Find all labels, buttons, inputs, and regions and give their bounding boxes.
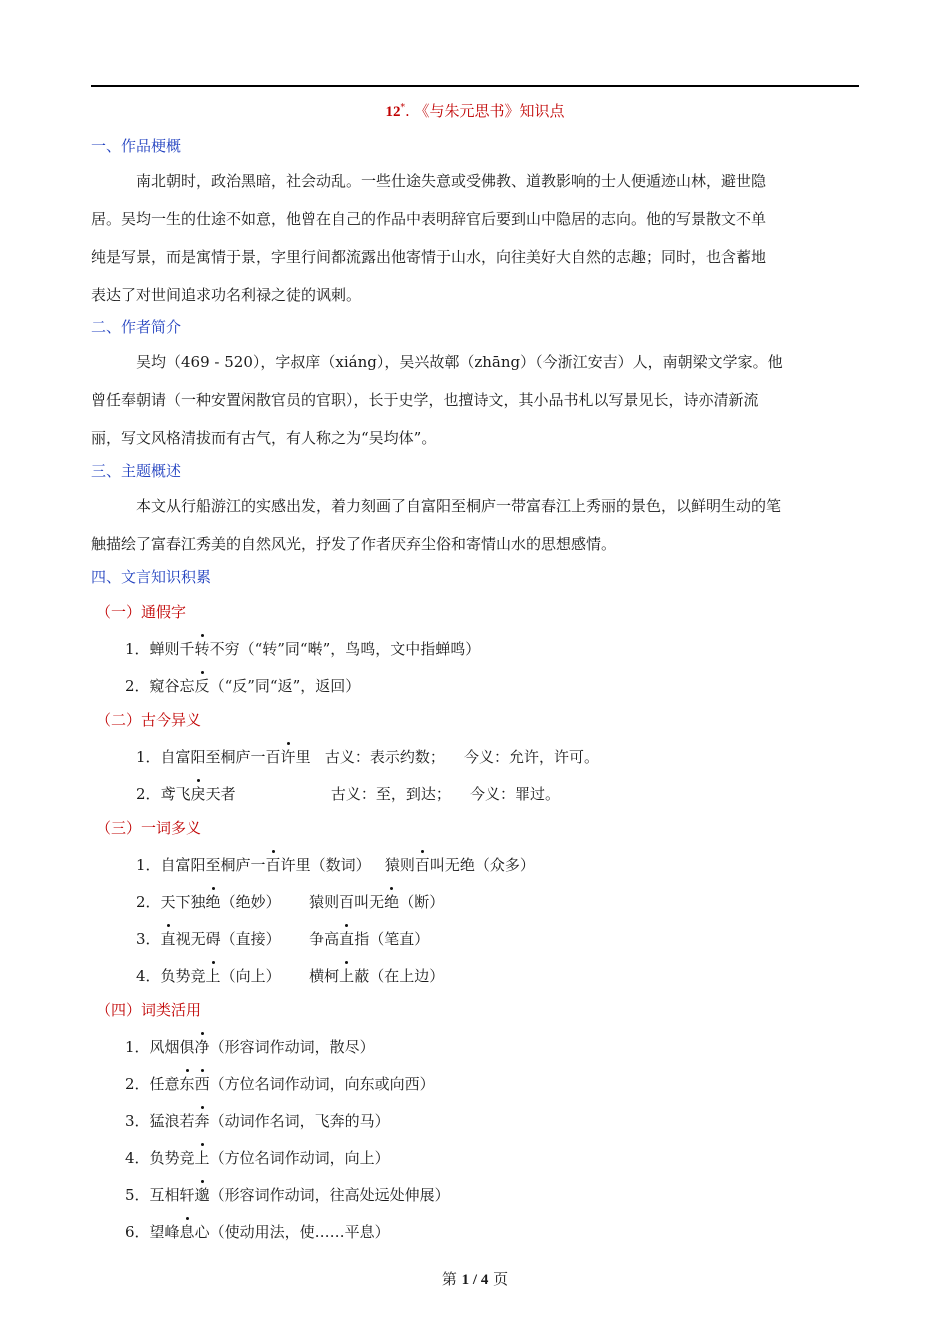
list-item: 4．负势竞上（方位名词作动词，向上） [125, 1149, 390, 1167]
list-item: 2．窥谷忘反（“反”同“返”，返回） [125, 677, 361, 695]
paragraph-line: 丽，写文风格清拔而有古气，有人称之为“吴均体”。 [91, 429, 437, 447]
emphasis-char: 绝 [384, 893, 400, 911]
title-asterisk: * [400, 103, 405, 113]
section-4-heading: 四、文言知识积累 [91, 568, 212, 586]
list-item: 3．直视无碍（直接） 争高直指（笔直） [136, 930, 430, 948]
subsection-4-heading: （四）词类活用 [96, 1001, 202, 1019]
list-item: 6．望峰息心（使动用法，使……平息） [125, 1223, 390, 1241]
emphasis-char: 上 [194, 1149, 210, 1167]
header-rule [91, 85, 859, 87]
section-2-heading: 二、作者简介 [91, 318, 182, 336]
emphasis-char: 上 [339, 967, 355, 985]
title-number: 12 [385, 104, 401, 120]
section-2-paragraph [91, 343, 859, 457]
subsection-2-heading: （二）古今异义 [96, 711, 202, 729]
list-item: 5．互相轩邈（形容词作动词，往高处远处伸展） [125, 1186, 450, 1204]
section-1-paragraph [91, 162, 859, 314]
emphasis-char: 许 [280, 748, 296, 766]
section-3-paragraph [91, 487, 859, 563]
paragraph-line: 表达了对世间追求功名利禄之徒的讽刺。 [91, 286, 362, 304]
emphasis-char: 直 [339, 930, 355, 948]
list-item: 2．鸢飞戾天者 古义：至，到达； 今义：罪过。 [136, 785, 560, 803]
paragraph-line: 纯是写景，而是寓情于景，字里行间都流露出他寄情于山水，向往美好大自然的志趣；同时，也含蓄地 [91, 248, 767, 266]
paragraph-line: 本文从行船游江的实感出发，着力刻画了自富阳至桐庐一带富春江上秀丽的景色，以鲜明生动的笔 [136, 497, 782, 515]
list-item: 3．猛浪若奔（动词作名词，飞奔的马） [125, 1112, 390, 1130]
section-3-heading: 三、主题概述 [91, 462, 182, 480]
emphasis-char: 奔 [194, 1112, 210, 1130]
emphasis-char: 戾 [190, 785, 206, 803]
page-number: 1 [461, 1272, 470, 1288]
list-item: 1．自富阳至桐庐一百许里 古义：表示约数； 今义：允许，许可。 [136, 748, 599, 766]
list-item: 1．风烟俱净（形容词作动词，散尽） [125, 1038, 375, 1056]
title-text: . 《与朱元思书》知识点 [404, 102, 565, 120]
paragraph-line: 居。吴均一生的仕途不如意，他曾在自己的作品中表明辞官后要到山中隐居的志向。他的写景散文不单 [91, 210, 767, 228]
emphasis-char: 东 [179, 1075, 195, 1093]
emphasis-char: 反 [194, 677, 210, 695]
paragraph-line: 南北朝时，政治黑暗，社会动乱。一些仕途失意或受佛教、道教影响的士人便遁迹山林，避世隐 [136, 172, 767, 190]
paragraph-line: 触描绘了富春江秀美的自然风光，抒发了作者厌弃尘俗和寄情山水的思想感情。 [91, 535, 617, 553]
paragraph-line: 吴均（469 - 520），字叔庠（xiáng），吴兴故鄣（zhāng）（今浙江安吉）人，南朝梁文学家。他 [136, 353, 783, 371]
subsection-3-heading: （三）一词多义 [96, 819, 202, 837]
emphasis-char: 转 [194, 640, 210, 658]
emphasis-char: 绝 [205, 893, 221, 911]
list-item: 1．自富阳至桐庐一百许里（数词） 猿则百叫无绝（众多） [136, 856, 535, 874]
emphasis-char: 邈 [194, 1186, 210, 1204]
section-1-heading: 一、作品梗概 [91, 137, 182, 155]
paragraph-line: 曾任奉朝请（一种安置闲散官员的官职），长于史学，也擅诗文，其小品书札以写景见长，诗亦清新流 [91, 391, 759, 409]
list-item: 4．负势竞上（向上） 横柯上蔽（在上边） [136, 967, 445, 985]
emphasis-char: 上 [205, 967, 221, 985]
page-total: 4 [480, 1272, 489, 1288]
emphasis-char: 百 [265, 856, 281, 874]
emphasis-char: 直 [160, 930, 176, 948]
list-item: 2．任意东西（方位名词作动词，向东或向西） [125, 1075, 435, 1093]
emphasis-char: 西 [194, 1075, 210, 1093]
list-item: 1．蝉则千转不穷（“转”同“啭”，鸟鸣，文中指蝉鸣） [125, 640, 481, 658]
emphasis-char: 息 [179, 1223, 195, 1241]
page-footer: 第 1 / 4 页 [441, 1270, 509, 1288]
list-item: 2．天下独绝（绝妙） 猿则百叫无绝（断） [136, 893, 445, 911]
subsection-1-heading: （一）通假字 [96, 603, 187, 621]
document-title [91, 100, 859, 121]
emphasis-char: 净 [194, 1038, 210, 1056]
emphasis-char: 百 [414, 856, 430, 874]
